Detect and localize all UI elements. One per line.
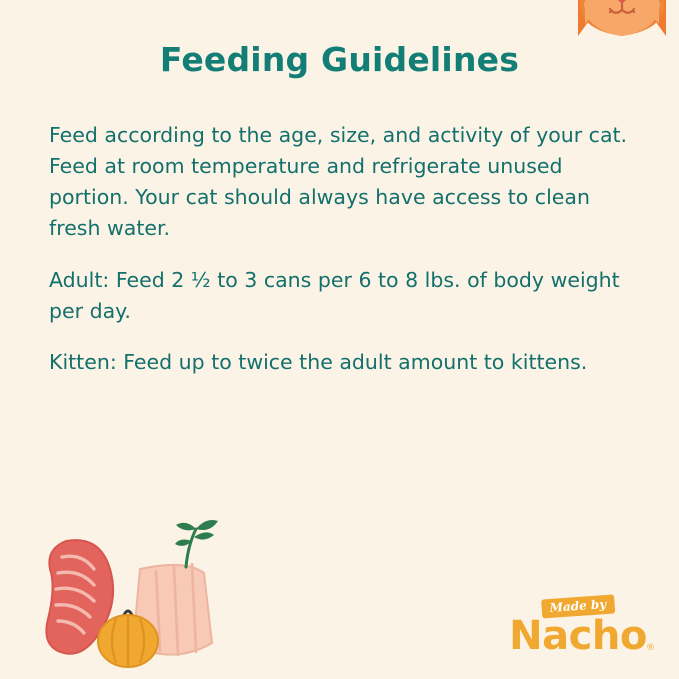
registered-trademark-symbol: ® [646, 643, 655, 653]
made-by-label: Made by [541, 594, 615, 618]
paragraph-general: Feed according to the age, size, and activity of your cat. Feed at room temperature and refrigerate unused portion. Your cat should always have access to clean fresh water. [49, 123, 628, 241]
brand-name: Nacho [509, 613, 647, 659]
paragraph-adult: Adult: Feed 2 ½ to 3 cans per 6 to 8 lbs. of body weight per day. [49, 267, 620, 323]
paragraph-kitten: Kitten: Feed up to twice the adult amount to kittens. [49, 349, 588, 374]
cat-face-icon [574, 0, 670, 44]
food-illustration-icon [36, 511, 256, 671]
page-title: Feeding Guidelines [159, 40, 520, 79]
brand-logo [503, 597, 653, 659]
feeding-instructions [49, 120, 641, 378]
